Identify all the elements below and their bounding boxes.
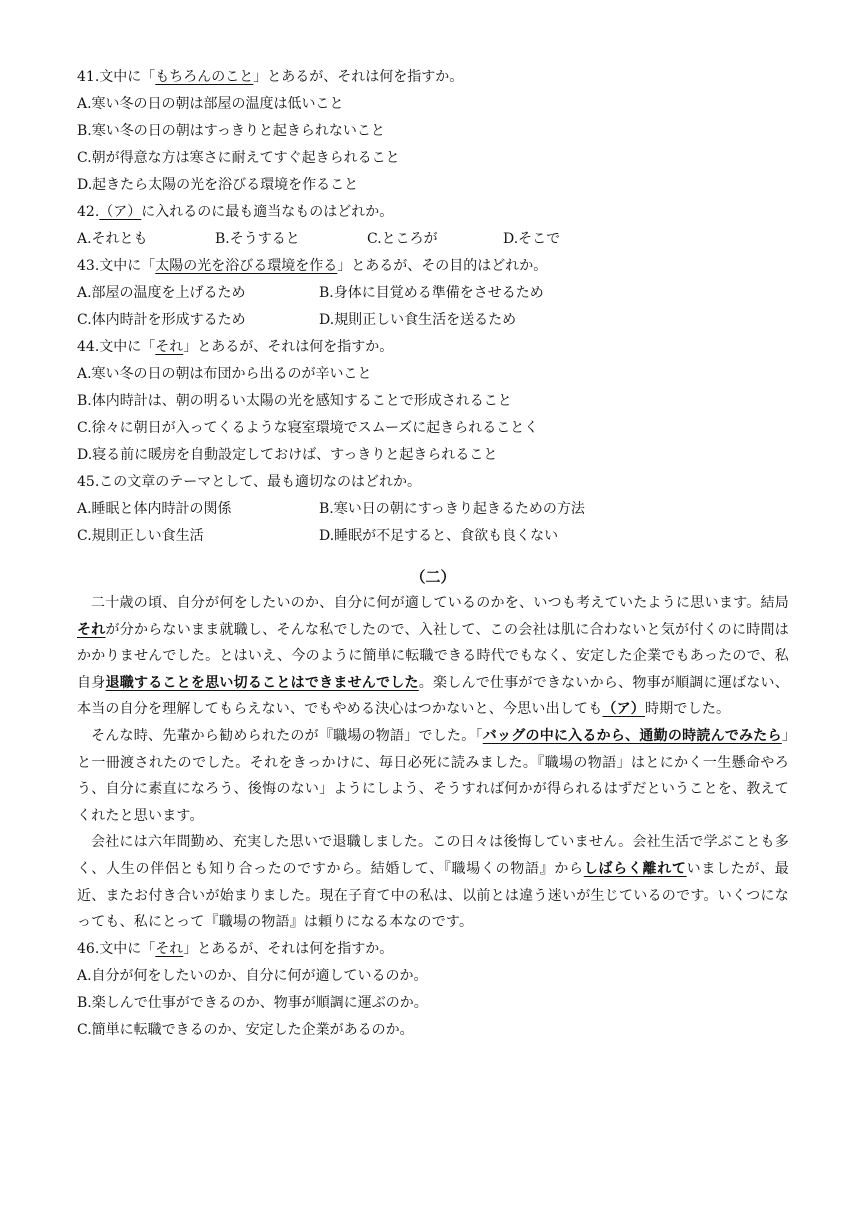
stem-text: 文中に「: [99, 258, 156, 274]
option-a: A.寒い冬の日の朝は部屋の温度は低いこと: [77, 96, 344, 112]
option-c: C.朝が得意な方は寒さに耐えてすぐ起きられること: [77, 150, 400, 166]
passage-paragraph-1: [77, 590, 789, 723]
question-43-stem: [77, 253, 789, 280]
option-b: B.そうすると: [215, 231, 300, 247]
option-b: B.身体に目覚める準備をさせるため: [319, 285, 544, 301]
underlined-phrase: しばらく離れて: [583, 860, 687, 877]
question-43-options-row1: [77, 280, 789, 307]
option-b: B.寒い冬の日の朝はすっきりと起きられないこと: [77, 123, 385, 139]
underlined-phrase: バッグの中に入るから、通勤の時読んでみたら: [482, 727, 782, 744]
underlined-phrase: それ: [155, 940, 184, 957]
option-c: C.規則正しい食生活: [77, 528, 204, 544]
question-42-options: [77, 226, 789, 253]
option-d: D.そこで: [503, 231, 561, 247]
section-heading: （二）: [410, 568, 456, 586]
passage-text: 。楽しんで仕事ができないから、物事が順調に運ばない、本当の自分を理解してもらえない、でもやめる決心はつかないと、今思い出しても: [77, 674, 789, 718]
stem-text: 」とあるが、それは何を指すか。: [183, 940, 394, 957]
question-45-options-row1: [77, 496, 789, 523]
option-b: B.寒い日の朝にすっきり起きるための方法: [319, 501, 585, 517]
stem-text: 」とあるが、それは何を指すか。: [183, 339, 394, 355]
passage-text: いましたが、最近、またお付き合いが始まりました。現在子育て中の私は、以前とは違う迷いが生じているのです。いくつになっても、私にとって『職場の物語』は頼りになる本なのです。: [77, 860, 789, 931]
question-number: 41.: [77, 69, 100, 85]
option-d: D.起きたら太陽の光を浴びる環境を作ること: [77, 177, 359, 193]
option-c: C.徐々に朝日が入ってくるような寝室環境でスムーズに起きられることく: [77, 420, 539, 436]
passage-text: 」と一冊渡されたのでした。それをきっかけに、毎日必死に読みました。『職場の物語」はとにかく一生懸命やろう、自分に素直になろう、後悔のない」ようにしよう、そうすれば何かが得られるはずだということを、教えてくれたと思います。: [77, 727, 789, 824]
question-45-options-row2: [77, 523, 789, 550]
option-d: D.規則正しい食生活を送るため: [319, 312, 517, 328]
option-c: C.体内時計を形成するため: [77, 312, 246, 328]
stem-text: 文中に「: [99, 339, 156, 355]
option-b: B.楽しんで仕事ができるのか、物事が順調に運ぶのか。: [77, 994, 428, 1011]
passage-text: そんな時、先輩から勧められたのが『職場の物語」でした。「: [91, 727, 483, 744]
question-44-stem: [77, 334, 789, 361]
passage-text: 会社には六年間勤め、充実した思いで退職しました。この日々は後悔していません。会社生活で学ぶことも多く、人生の伴侶とも知り合ったのですから。結婚して、『職場くの物語』から: [77, 834, 789, 877]
stem-text: 」とあるが、それは何を指すか。: [253, 69, 464, 85]
stem-text: この文章のテーマとして、最も適切なのはどれか。: [99, 474, 421, 490]
option-a: A.睡眠と体内時計の関係: [77, 501, 232, 517]
underlined-phrase: 退職することを思い切ることはできませんでした: [105, 674, 419, 691]
underlined-phrase: それ: [155, 339, 184, 355]
passage-text: が分からないまま就職し、そんな私でしたので、入社して、この会社は肌に合わないと気が付くのに時間はかかりませんでした。とはいえ、今のように簡単に転職できる時代でもなく、安定した企業でもあったので、私自身: [77, 621, 789, 691]
underlined-phrase: 太陽の光を浴びる環境を作る: [155, 258, 338, 274]
question-42-stem: [77, 199, 789, 226]
passage-text: 時期でした。: [645, 701, 731, 718]
stem-text: 文中に「: [99, 69, 156, 85]
passage-text: 二十歳の頃、自分が何をしたいのか、自分に何が適しているのかを、いつも考えていたように思います。結局: [91, 595, 789, 611]
option-d: D.睡眠が不足すると、食欲も良くない: [319, 528, 559, 544]
passage-paragraph-2: [77, 723, 789, 829]
question-number: 46.: [77, 940, 100, 957]
question-45-stem: [77, 469, 789, 496]
blank-marker: （ア）: [602, 701, 646, 718]
passage-paragraph-3: [77, 829, 789, 935]
underlined-phrase: それ: [77, 621, 106, 638]
blank-marker: （ア）: [99, 204, 142, 220]
option-a: A.それとも: [77, 231, 148, 247]
exam-page: [77, 64, 789, 1044]
option-d: D.寝る前に暖房を自動設定しておけば、すっきりと起きられること: [77, 447, 498, 463]
underlined-phrase: もちろんのこと: [155, 69, 254, 85]
option-b: B.体内時計は、朝の明るい太陽の光を感知することで形成されること: [77, 393, 512, 409]
question-43-options-row2: [77, 307, 789, 334]
question-46-stem: [77, 936, 789, 963]
question-number: 45.: [77, 474, 100, 490]
question-41-stem: [77, 64, 789, 91]
question-number: 42.: [77, 204, 100, 220]
question-number: 44.: [77, 339, 100, 355]
option-a: A.自分が何をしたいのか、自分に何が適しているのか。: [77, 967, 428, 984]
stem-text: 」とあるが、その目的はどれか。: [337, 258, 548, 274]
option-a: A.部屋の温度を上げるため: [77, 285, 246, 301]
option-c: C.ところが: [367, 231, 438, 247]
question-number: 43.: [77, 258, 100, 274]
stem-text: 文中に「: [99, 940, 156, 957]
option-c: C.簡単に転職できるのか、安定した企業があるのか。: [77, 1021, 414, 1038]
option-a: A.寒い冬の日の朝は布団から出るのが辛いこと: [77, 366, 372, 382]
stem-text: に入れるのに最も適当なものはどれか。: [141, 204, 394, 220]
